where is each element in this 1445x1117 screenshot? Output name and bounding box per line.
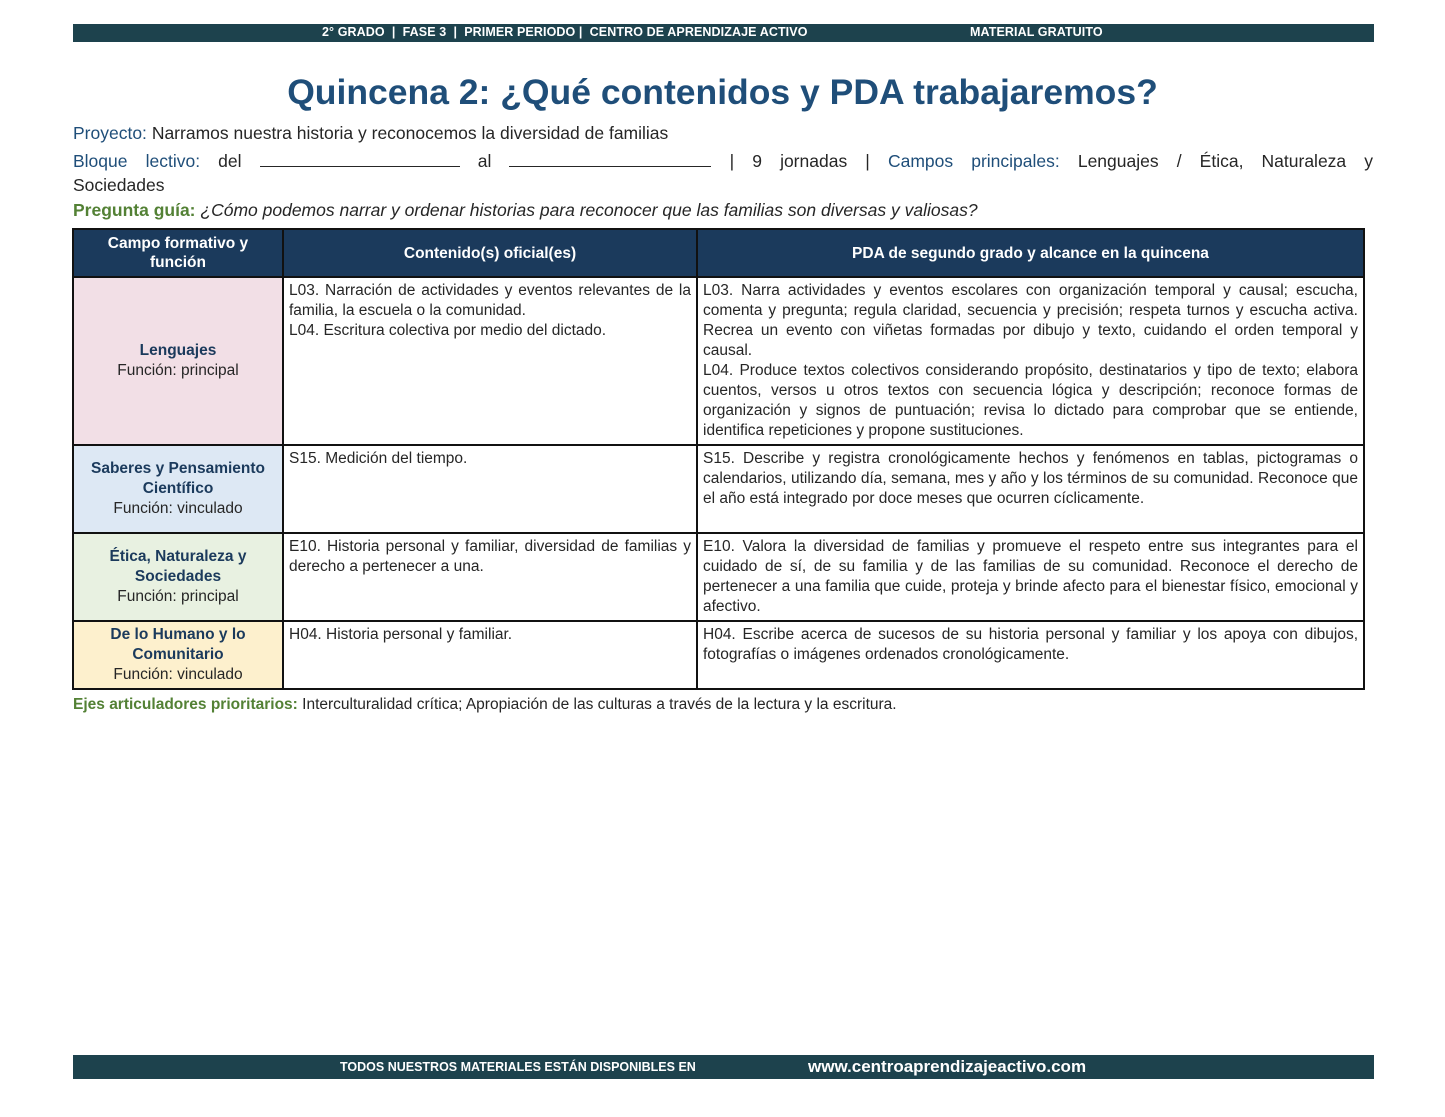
bloque-label: Bloque lectivo: <box>73 151 201 171</box>
campo-cell <box>73 277 283 445</box>
header-free-material-text: MATERIAL GRATUITO <box>970 25 1103 39</box>
campo-name: Lenguajes <box>139 342 217 359</box>
contenido-cell <box>283 445 697 533</box>
contenido-item: S15. Medición del tiempo. <box>289 450 468 467</box>
header-info-text: 2° GRADO | FASE 3 | PRIMER PERIODO | CENTRO DE APRENDIZAJE ACTIVO <box>322 25 808 39</box>
contenido-item: L04. Escritura colectiva por medio del dictado. <box>289 322 607 339</box>
campo-name: De lo Humano y lo Comunitario <box>110 626 246 663</box>
table-row <box>73 533 1364 621</box>
campo-cell <box>73 533 283 621</box>
campo-name: Ética, Naturaleza y Sociedades <box>109 548 247 585</box>
contenido-item: H04. Historia personal y familiar. <box>289 626 513 643</box>
footer-url-link[interactable]: www.centroaprendizajeactivo.com <box>808 1057 1087 1076</box>
campo-cell <box>73 621 283 689</box>
campo-funcion: Función: principal <box>117 588 239 605</box>
campo-funcion: Función: vinculado <box>113 500 243 517</box>
campos-value: Lenguajes / Ética, Naturaleza y <box>1077 151 1374 171</box>
bloque-al: al <box>477 151 492 171</box>
proyecto-value: Narramos nuestra historia y reconocemos la diversidad de familias <box>151 123 669 143</box>
header-bar <box>73 24 1374 42</box>
contenido-cell <box>283 533 697 621</box>
contenido-cell <box>283 621 697 689</box>
table-row <box>73 445 1364 533</box>
footer-bar <box>73 1055 1374 1079</box>
campo-funcion: Función: vinculado <box>113 666 243 683</box>
campo-cell <box>73 445 283 533</box>
fecha-inicio-blank[interactable] <box>260 153 460 167</box>
pda-item: L03. Narra actividades y eventos escolares con organización temporal y causal; escucha, comenta y pregunta; regula claridad, secuencia y precisión; respeta turnos y escucha activa. Recrea un evento con viñetas formadas por dibujo y texto, cuidando el orden temporal y causal. <box>703 282 1358 359</box>
campo-funcion: Función: principal <box>117 362 239 379</box>
proyecto-label: Proyecto: <box>73 123 147 143</box>
page-title: Quincena 2: ¿Qué contenidos y PDA trabajaremos? <box>287 72 1158 112</box>
header-pda: PDA de segundo grado y alcance en la quincena <box>697 229 1364 277</box>
bloque-del: del <box>218 151 242 171</box>
pda-cell <box>697 445 1364 533</box>
bloque-line <box>73 151 1373 172</box>
pda-item: S15. Describe y registra cronológicamente hechos y fenómenos en tablas, pictogramas o calendarios, utilizando día, semana, mes y año y los términos de su comunidad. Reconoce que el año está integrado por doce meses que ocurren cíclicamente. <box>703 450 1358 507</box>
footer-text: TODOS NUESTROS MATERIALES ESTÁN DISPONIBLES EN <box>340 1060 696 1074</box>
bloque-jornadas: | 9 jornadas | <box>729 151 870 171</box>
bloque-line-continued <box>73 175 164 196</box>
table-row <box>73 621 1364 689</box>
pregunta-value: ¿Cómo podemos narrar y ordenar historias para reconocer que las familias son diversas y valiosas? <box>200 200 978 220</box>
contenido-item: L03. Narración de actividades y eventos relevantes de la familia, la escuela o la comunidad. <box>289 282 691 319</box>
table-header-row <box>73 229 1364 277</box>
header-contenido: Contenido(s) oficial(es) <box>283 229 697 277</box>
ejes-label: Ejes articuladores prioritarios: <box>73 696 298 713</box>
campos-label: Campos principales: <box>887 151 1060 171</box>
table-row <box>73 277 1364 445</box>
contenido-item: E10. Historia personal y familiar, diversidad de familias y derecho a pertenecer a una. <box>289 538 691 575</box>
fecha-fin-blank[interactable] <box>509 153 711 167</box>
contenido-cell <box>283 277 697 445</box>
pregunta-line <box>73 200 978 221</box>
campo-name: Saberes y Pensamiento Científico <box>90 460 266 497</box>
pda-item: L04. Produce textos colectivos considerando propósito, destinatarios y tipo de texto; elabora cuentos, versos u otros textos con secuencia lógica y descripción; reconoce formas de organización y signos de puntuación; revisa lo dictado para comprobar que se entiende, identifica repeticiones y propone sustituciones. <box>703 362 1358 439</box>
pregunta-label: Pregunta guía: <box>73 200 196 220</box>
proyecto-line <box>73 123 668 144</box>
pda-item: E10. Valora la diversidad de familias y promueve el respeto entre sus integrantes para el cuidado de sí, de su familia y de las familias de su comunidad. Reconoce el derecho de pertenecer a una familia que cuide, proteja y brinde afecto para el bienestar físico, emocional y afectivo. <box>703 538 1358 615</box>
campos-value-continued: Sociedades <box>73 175 165 195</box>
ejes-line <box>73 696 897 714</box>
pda-cell <box>697 621 1364 689</box>
contenidos-table <box>72 228 1365 690</box>
pda-cell <box>697 533 1364 621</box>
header-campo: Campo formativo y función <box>73 229 283 277</box>
pda-item: H04. Escribe acerca de sucesos de su historia personal y familiar y los apoya con dibujos, fotografías o imágenes ordenados cronológicamente. <box>703 626 1358 663</box>
ejes-value: Interculturalidad crítica; Apropiación de las culturas a través de la lectura y la escritura. <box>302 696 897 713</box>
pda-cell <box>697 277 1364 445</box>
